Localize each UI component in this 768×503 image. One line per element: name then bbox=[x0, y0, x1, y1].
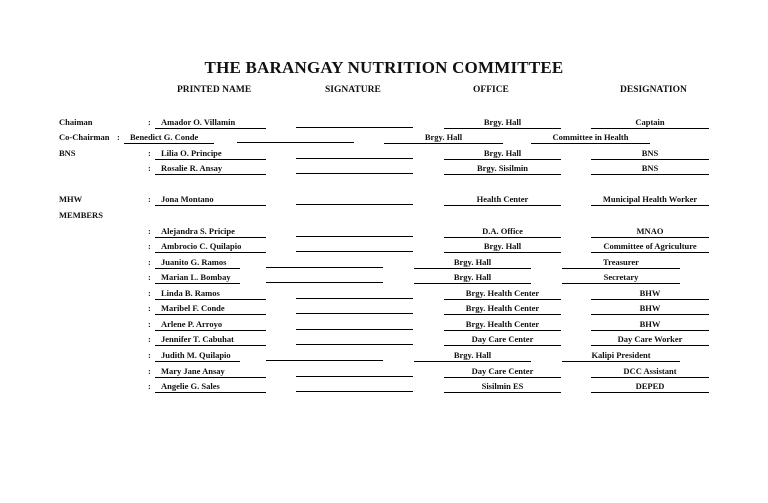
member-name: Marian L. Bombay bbox=[155, 272, 240, 284]
member-office: Brgy. Sisilmin bbox=[444, 163, 561, 175]
member-office: Brgy. Hall bbox=[414, 272, 531, 284]
member-office: Brgy. Hall bbox=[444, 117, 561, 129]
member-name: Maribel F. Conde bbox=[155, 303, 266, 315]
row-colon: : bbox=[148, 288, 151, 298]
signature-line bbox=[296, 204, 413, 205]
signature-line bbox=[296, 344, 413, 345]
member-designation: Captain bbox=[591, 117, 709, 129]
signature-line bbox=[296, 127, 413, 128]
member-name: Arlene P. Arroyo bbox=[155, 319, 266, 331]
member-office: Brgy. Hall bbox=[444, 241, 561, 253]
header-office: OFFICE bbox=[473, 85, 509, 95]
row-colon: : bbox=[148, 334, 151, 344]
member-name: Lilia O. Principe bbox=[155, 148, 266, 160]
member-office: D.A. Office bbox=[444, 226, 561, 238]
member-designation: Secretary bbox=[562, 272, 680, 284]
row-colon: : bbox=[148, 381, 151, 391]
member-office: Brgy. Health Center bbox=[444, 319, 561, 331]
member-designation: MNAO bbox=[591, 226, 709, 238]
member-designation: BHW bbox=[591, 288, 709, 300]
member-office: Day Care Center bbox=[444, 366, 561, 378]
member-designation: DCC Assistant bbox=[591, 366, 709, 378]
row-colon: : bbox=[148, 319, 151, 329]
member-designation: Committee in Health bbox=[531, 132, 650, 144]
member-designation: Kalipi President bbox=[562, 350, 680, 362]
member-designation: BHW bbox=[591, 303, 709, 315]
signature-line bbox=[296, 158, 413, 159]
member-designation: Day Care Worker bbox=[591, 334, 709, 346]
member-name: Jona Montano bbox=[155, 194, 266, 206]
header-printed-name: PRINTED NAME bbox=[177, 85, 252, 95]
member-office: Brgy. Hall bbox=[414, 257, 531, 269]
signature-line bbox=[296, 391, 413, 392]
member-name: Rosalie R. Ansay bbox=[155, 163, 266, 175]
member-designation: BNS bbox=[591, 148, 709, 160]
label-mhw: MHW bbox=[59, 194, 83, 204]
member-designation: BNS bbox=[591, 163, 709, 175]
label-bns: BNS bbox=[59, 148, 76, 158]
signature-line bbox=[296, 313, 413, 314]
label-chairman: Chaiman bbox=[59, 117, 93, 127]
label-cochairman: Co-Chairman bbox=[59, 132, 110, 142]
row-colon: : bbox=[148, 303, 151, 313]
member-office: Brgy. Hall bbox=[414, 350, 531, 362]
signature-line bbox=[266, 282, 383, 283]
signature-line bbox=[266, 360, 383, 361]
document-title: THE BARANGAY NUTRITION COMMITTEE bbox=[204, 58, 564, 77]
row-colon: : bbox=[148, 350, 151, 360]
member-office: Sisilmin ES bbox=[444, 381, 561, 393]
member-designation: BHW bbox=[591, 319, 709, 331]
row-colon: : bbox=[148, 257, 151, 267]
row-colon: : bbox=[148, 226, 151, 236]
signature-line bbox=[296, 298, 413, 299]
row-colon: : bbox=[148, 117, 151, 127]
member-name: Judith M. Quilapio bbox=[155, 350, 240, 362]
member-office: Health Center bbox=[444, 194, 561, 206]
header-signature: SIGNATURE bbox=[325, 85, 381, 95]
member-name: Mary Jane Ansay bbox=[155, 366, 266, 378]
member-name: Alejandra S. Pricipe bbox=[155, 226, 266, 238]
row-colon: : bbox=[148, 366, 151, 376]
signature-line bbox=[296, 251, 413, 252]
member-office: Brgy. Hall bbox=[384, 132, 503, 144]
signature-line bbox=[296, 376, 413, 377]
row-colon: : bbox=[148, 148, 151, 158]
signature-line bbox=[296, 329, 413, 330]
label-members: MEMBERS bbox=[59, 210, 103, 220]
signature-line bbox=[296, 236, 413, 237]
row-colon: : bbox=[117, 132, 120, 142]
signature-line bbox=[296, 173, 413, 174]
row-colon: : bbox=[148, 272, 151, 282]
member-designation: Committee of Agriculture bbox=[591, 241, 709, 253]
member-name: Amador O. Villamin bbox=[155, 117, 266, 129]
member-office: Brgy. Hall bbox=[444, 148, 561, 160]
member-office: Brgy. Health Center bbox=[444, 303, 561, 315]
member-office: Brgy. Health Center bbox=[444, 288, 561, 300]
member-name: Benedict G. Conde bbox=[124, 132, 214, 144]
signature-line bbox=[266, 267, 383, 268]
member-name: Angelie G. Sales bbox=[155, 381, 266, 393]
row-colon: : bbox=[148, 163, 151, 173]
member-designation: Treasurer bbox=[562, 257, 680, 269]
member-designation: Municipal Health Worker bbox=[591, 194, 709, 206]
row-colon: : bbox=[148, 241, 151, 251]
signature-line bbox=[237, 142, 354, 143]
member-name: Ambrocio C. Quilapio bbox=[155, 241, 266, 253]
member-designation: DEPED bbox=[591, 381, 709, 393]
header-designation: DESIGNATION bbox=[620, 85, 687, 95]
row-colon: : bbox=[148, 194, 151, 204]
member-office: Day Care Center bbox=[444, 334, 561, 346]
member-name: Juanito G. Ramos bbox=[155, 257, 240, 269]
member-name: Jennifer T. Cabuhat bbox=[155, 334, 266, 346]
member-name: Linda B. Ramos bbox=[155, 288, 266, 300]
